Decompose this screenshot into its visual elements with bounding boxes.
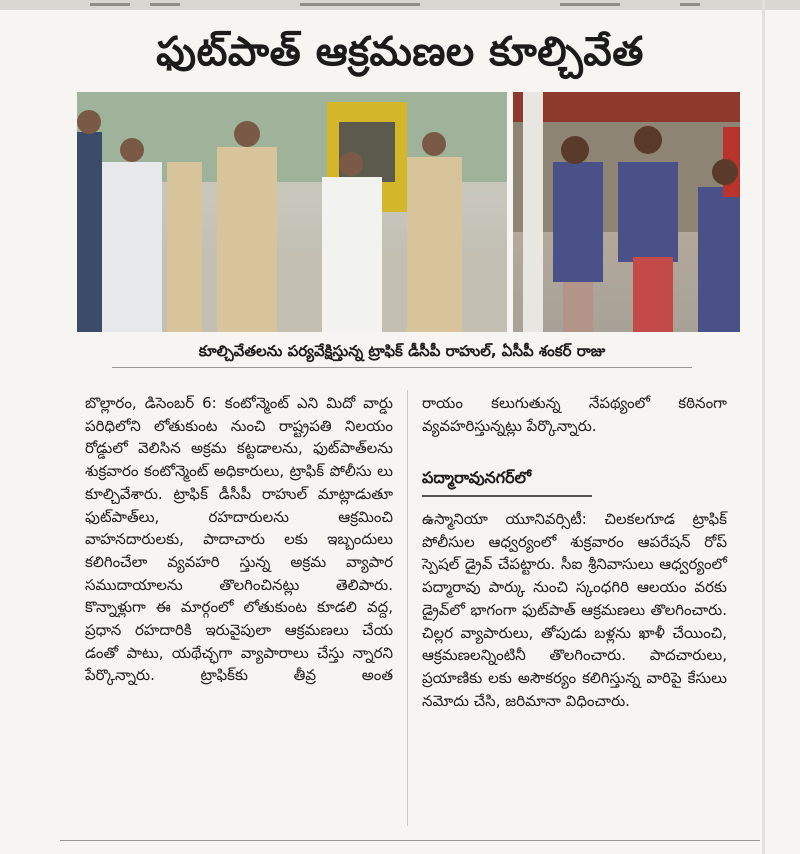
article-continuation-end: వ్యవహరిస్తున్నట్లు పేర్కొన్నారు. — [422, 416, 597, 435]
article-body-left: బొల్లారం, డిసెంబర్ 6: కంటోన్మెంట్ ఎని మిదో వార్డు పరిధిలోని లోతుకుంట నుంచి రాష్ట్రపతి నిలయం రోడ్డులో వెలిసిన అక్రమ కట్టడాలను, ఫుట్‌పాత్‌లను శుక్రవారం కంటోన్మెంట్ అధికారులు, ట్రాఫిక్ పోలీసు లు కూల్చివేశారు. ట్రాఫిక్ డీసీపీ రాహుల్ మాట్లాడుతూ ఫుట్‌పాత్‌లు, రహదారులను ఆక్రమించి వాహనదారులకు, పాదాచారు లకు ఇబ్బందులు కలిగించేలా వ్యవహరి స్తున్న అక్రమ వ్యాపార సముదాయాలను తొలగించినట్లు తెలిపారు. కొన్నాళ్లుగా ఈ మార్గంలో లోతుకుంట కూడలి వద్ద, ప్రధాన రహదారికి ఇరువైపులా ఆక్రమణలు చేయ డంతో పాటు, యథేచ్ఛగా వ్యాపారాలు చేస్తు న్నారని పేర్కొన్నారు. ట్రాఫిక్‌కు తీవ్ర అంత — [85, 394, 393, 685]
photo-shop-workers — [513, 92, 740, 332]
article-right-body — [422, 508, 727, 712]
news-photos — [77, 92, 740, 332]
officials-scene-illustration — [77, 92, 507, 332]
article-right-column — [422, 392, 727, 437]
workers-scene-illustration — [513, 92, 740, 332]
subheading: పద్మారావునగర్‌లో — [422, 468, 532, 487]
article-left-column — [85, 392, 393, 687]
previous-article-strip — [0, 0, 800, 10]
article-continuation: రాయం కలుగుతున్న నేపథ్యంలో కఠినంగా — [422, 394, 727, 412]
article-body-right: ఉస్మానియా యూనివర్సిటీ: చిలకలగూడ ట్రాఫిక్ పోలీసుల ఆధ్వర్యంలో శుక్రవారం ఆపరేషన్ రోప్ స్పెషల్ డ్రైవ్ చేపట్టారు. సీఐ శ్రీనివాసులు ఆధ్వర్యంలో పద్మారావు పార్కు నుంచి స్కంధగిరి ఆలయం వరకు డ్రైవ్‌లో భాగంగా ఫుట్‌పాత్ ఆక్రమణలు తొలగించారు. చిల్లర వ్యాపారులు, తోపుడు బళ్లను ఖాళీ చేయించి, ఆక్రమణలన్నింటినీ తొలగించారు. పాదచారులు, ప్రయాణికు లకు అసౌకర్యం కలిగిస్తున్న వారిపై కేసులు — [422, 510, 727, 687]
photo-officials — [77, 92, 507, 332]
subheading-underline — [422, 495, 592, 497]
bottom-rule — [60, 840, 760, 841]
caption-rule — [112, 367, 692, 368]
article-body-right-end: నమోదు చేసి, జరిమానా విధించారు. — [422, 691, 630, 710]
column-divider — [407, 390, 408, 826]
photo-caption: కూల్చివేతలను పర్యవేక్షిస్తున్న ట్రాఫిక్ డీసీపీ రాహుల్, ఏసీపీ శంకర్ రాజు — [198, 342, 606, 360]
page-edge — [762, 0, 765, 854]
headline: ఫుట్‌పాత్ ఆక్రమణల కూల్చివేత — [156, 29, 644, 75]
